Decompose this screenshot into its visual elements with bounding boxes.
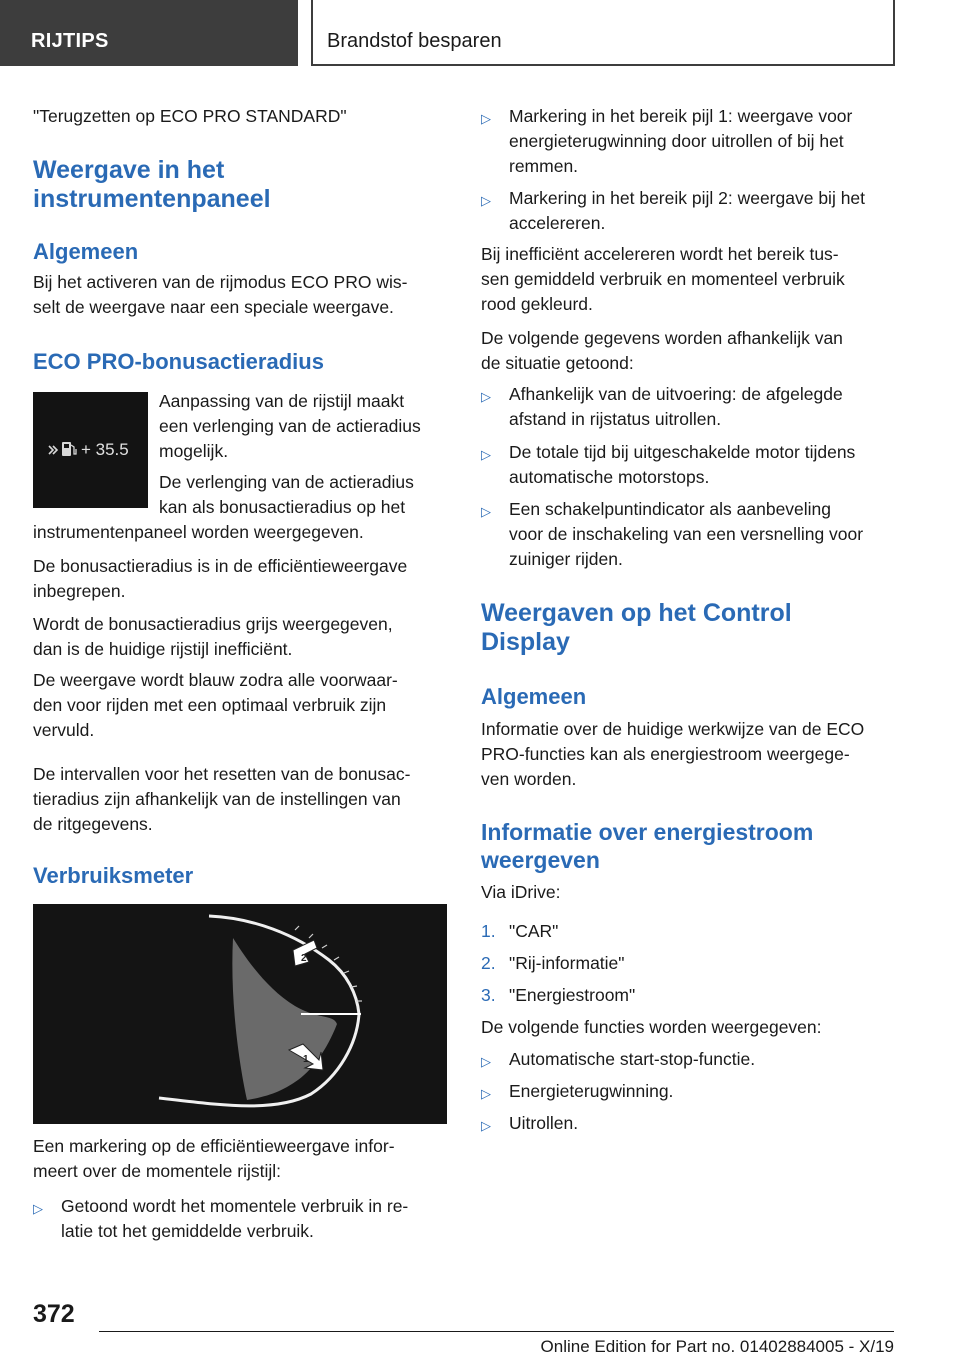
text-line: kan als bonusactieradius op het bbox=[159, 497, 406, 517]
heading-line: Informatie over energiestroom bbox=[481, 819, 814, 845]
step-item bbox=[481, 951, 901, 976]
bonus-paragraph-5 bbox=[33, 668, 398, 743]
bonus-paragraph-3 bbox=[33, 554, 407, 604]
function-item bbox=[481, 1111, 901, 1136]
heading-general-right: Algemeen bbox=[481, 684, 587, 709]
text-line: ven worden. bbox=[481, 769, 577, 789]
text-line: voor de inschakeling van een versnelling voor bbox=[509, 524, 864, 544]
text-line: De intervallen voor het resetten van de bonusac- bbox=[33, 764, 411, 784]
text-line: afstand in rijstatus uitrollen. bbox=[509, 409, 722, 429]
eco-pro-readout-graphic bbox=[33, 392, 148, 508]
text-line: Uitrollen. bbox=[509, 1113, 579, 1133]
step-number: 1. bbox=[481, 921, 496, 941]
triangle-bullet-icon: ▷ bbox=[481, 389, 491, 404]
text-line: een verlenging van de actieradius bbox=[159, 416, 421, 436]
eco-pro-readout-image bbox=[33, 392, 148, 508]
text-line: Bij inefficiënt accelereren wordt het bereik tus- bbox=[481, 244, 839, 264]
text-line: remmen. bbox=[509, 156, 579, 176]
step-item bbox=[481, 983, 901, 1008]
triangle-bullet-icon: ▷ bbox=[481, 1118, 491, 1133]
intro-line: "Terugzetten op ECO PRO STANDARD" bbox=[33, 106, 347, 126]
right-bullet-5 bbox=[481, 497, 863, 572]
meter-paragraph bbox=[33, 1134, 395, 1184]
bonus-paragraph-2 bbox=[33, 470, 459, 545]
eco-readout-value: + 35.5 bbox=[81, 440, 129, 459]
page-header bbox=[0, 0, 960, 66]
functions-intro: De volgende functies worden weergegeven: bbox=[481, 1017, 822, 1037]
text-line: rood gekleurd. bbox=[481, 294, 593, 314]
section-tab bbox=[0, 0, 298, 66]
text-line: Bij het activeren van de rijmodus ECO PRO wis- bbox=[33, 272, 408, 292]
heading-control-display bbox=[481, 599, 792, 657]
text-line: automatische motorstops. bbox=[509, 467, 710, 487]
text-line: Markering in het bereik pijl 1: weergave voor bbox=[509, 106, 853, 126]
heading-instrument-display bbox=[33, 156, 271, 214]
right-bullet-4 bbox=[481, 440, 855, 490]
step-number: 3. bbox=[481, 985, 496, 1005]
heading-bonus-range: ECO PRO-bonusactieradius bbox=[33, 349, 324, 374]
text-line: Afhankelijk van de uitvoering: de afgelegde bbox=[509, 384, 843, 404]
bonus-paragraph-4 bbox=[33, 612, 393, 662]
text-line: Informatie over de huidige werkwijze van de ECO bbox=[481, 719, 865, 739]
text-line: Een schakelpuntindicator als aanbeveling bbox=[509, 499, 832, 519]
triangle-bullet-icon: ▷ bbox=[481, 1086, 491, 1101]
text-line: PRO-functies kan als energiestroom weergege- bbox=[481, 744, 850, 764]
text-line: De volgende gegevens worden afhankelijk van bbox=[481, 328, 843, 348]
text-line: Getoond wordt het momentele verbruik in re- bbox=[61, 1196, 409, 1216]
bonus-paragraph-1 bbox=[159, 389, 449, 464]
bonus-paragraph-6 bbox=[33, 762, 410, 837]
text-line: instrumentenpaneel worden weergegeven. bbox=[33, 522, 364, 542]
text-line: vervuld. bbox=[33, 720, 95, 740]
right-bullet-1 bbox=[481, 104, 852, 179]
text-line: accelereren. bbox=[509, 213, 606, 233]
heading-line: Display bbox=[481, 628, 570, 656]
text-line: De weergave wordt blauw zodra alle voorwaar- bbox=[33, 670, 398, 690]
step-label: "CAR" bbox=[509, 921, 559, 941]
consumption-meter-graphic bbox=[33, 904, 447, 1124]
text-line: selt de weergave naar een speciale weergave. bbox=[33, 297, 394, 317]
right-paragraph-2 bbox=[481, 326, 843, 376]
step-label: "Rij-informatie" bbox=[509, 953, 625, 973]
via-idrive: Via iDrive: bbox=[481, 882, 561, 902]
text-line: De verlenging van de actieradius bbox=[159, 472, 414, 492]
triangle-bullet-icon: ▷ bbox=[481, 111, 491, 126]
edition-note: Online Edition for Part no. 01402884005 - X/19 bbox=[540, 1337, 894, 1356]
page-number: 372 bbox=[33, 1300, 75, 1328]
triangle-bullet-icon: ▷ bbox=[481, 447, 491, 462]
step-number: 2. bbox=[481, 953, 496, 973]
text-line: de situatie getoond: bbox=[481, 353, 634, 373]
text-line: Aanpassing van de rijstijl maakt bbox=[159, 391, 405, 411]
triangle-bullet-icon: ▷ bbox=[33, 1201, 43, 1216]
text-line: Markering in het bereik pijl 2: weergave bij het bbox=[509, 188, 866, 208]
function-item bbox=[481, 1079, 901, 1104]
heading-line: Weergaven op het Control bbox=[481, 599, 792, 627]
arrow-1-label: 1 bbox=[303, 1054, 309, 1065]
heading-consumption-meter: Verbruiksmeter bbox=[33, 863, 194, 888]
heading-line: Weergave in het bbox=[33, 156, 225, 184]
triangle-bullet-icon: ▷ bbox=[481, 504, 491, 519]
right-bullet-2 bbox=[481, 186, 865, 236]
text-line: energieterugwinning door uitrollen of bij het bbox=[509, 131, 844, 151]
section-label: RIJTIPS bbox=[31, 30, 109, 52]
right-paragraph-1 bbox=[481, 242, 845, 317]
general-paragraph bbox=[33, 270, 407, 320]
text-line: den voor rijden met een optimaal verbruik zijn bbox=[33, 695, 387, 715]
right-bullet-3 bbox=[481, 382, 843, 432]
text-line: zuiniger rijden. bbox=[509, 549, 623, 569]
triangle-bullet-icon: ▷ bbox=[481, 193, 491, 208]
heading-general: Algemeen bbox=[33, 239, 139, 264]
text-line: inbegrepen. bbox=[33, 581, 126, 601]
text-line: de ritgegevens. bbox=[33, 814, 153, 834]
text-line: sen gemiddeld verbruik en momenteel verbruik bbox=[481, 269, 845, 289]
heading-energy-flow bbox=[481, 818, 813, 874]
triangle-bullet-icon: ▷ bbox=[481, 1054, 491, 1069]
text-line: latie tot het gemiddelde verbruik. bbox=[61, 1221, 314, 1241]
text-line: Wordt de bonusactieradius grijs weergegeven, bbox=[33, 614, 393, 634]
text-line: Energieterugwinning. bbox=[509, 1081, 674, 1101]
chapter-title: Brandstof besparen bbox=[327, 30, 502, 52]
text-line: tieradius zijn afhankelijk van de instellingen van bbox=[33, 789, 401, 809]
text-line: De totale tijd bij uitgeschakelde motor tijdens bbox=[509, 442, 856, 462]
consumption-meter-image bbox=[33, 904, 447, 1124]
heading-line: weergeven bbox=[481, 847, 600, 873]
general-paragraph-right bbox=[481, 717, 864, 792]
chapter-title-box bbox=[311, 0, 895, 66]
step-label: "Energiestroom" bbox=[509, 985, 636, 1005]
step-item bbox=[481, 919, 901, 944]
footer-divider bbox=[99, 1331, 894, 1332]
meter-bullet-item bbox=[33, 1194, 445, 1244]
text-line: Een markering op de efficiëntieweergave infor- bbox=[33, 1136, 395, 1156]
text-line: Automatische start-stop-functie. bbox=[509, 1049, 756, 1069]
text-line: mogelijk. bbox=[159, 441, 229, 461]
text-line: dan is de huidige rijstijl inefficiënt. bbox=[33, 639, 293, 659]
text-line: meert over de momentele rijstijl: bbox=[33, 1161, 281, 1181]
text-line: De bonusactieradius is in de efficiëntieweergave bbox=[33, 556, 408, 576]
function-item bbox=[481, 1047, 901, 1072]
arrow-2-label: 2 bbox=[301, 953, 307, 964]
heading-line: instrumentenpaneel bbox=[33, 185, 271, 213]
